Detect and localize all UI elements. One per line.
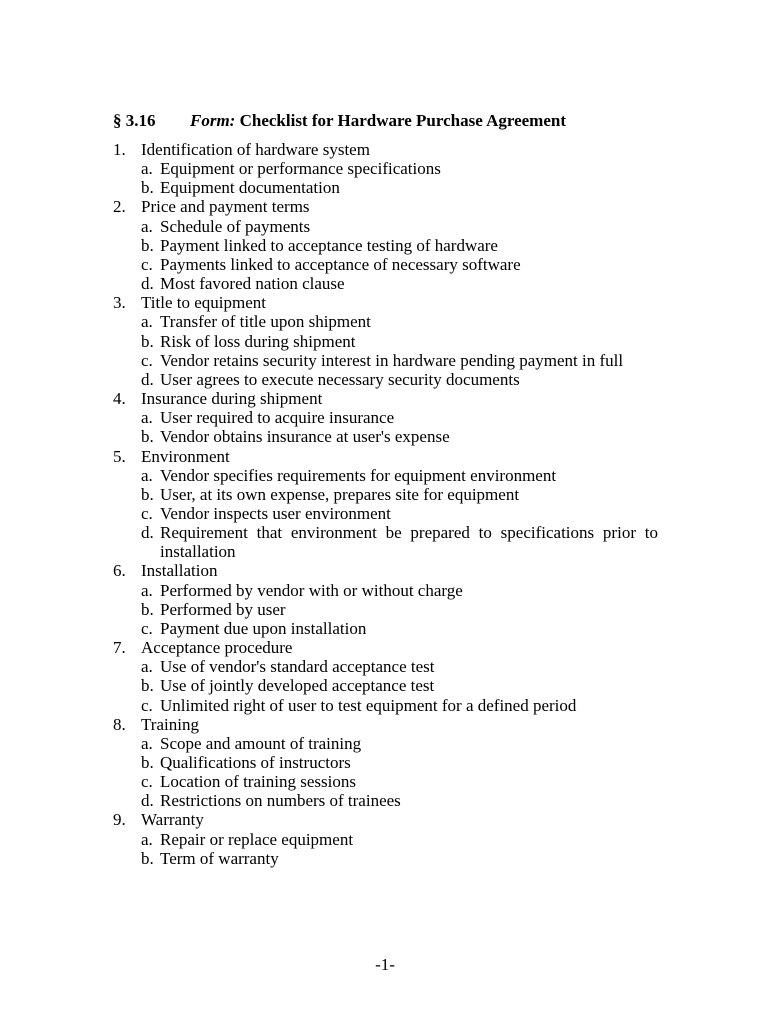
subitem — [113, 178, 658, 197]
subitem-list — [113, 159, 658, 197]
subitem-text: Performed by user — [160, 599, 286, 619]
checklist-item — [113, 293, 658, 389]
subitem-letter: b. — [141, 427, 154, 447]
item-number: 1. — [113, 140, 126, 159]
subitem-letter: b. — [141, 753, 154, 772]
item-text: Title to equipment — [141, 293, 266, 313]
item-number: 8. — [113, 714, 126, 734]
item-number: 9. — [113, 810, 126, 830]
subitem-text: Schedule of payments — [160, 216, 311, 236]
subitem-text: Payment linked to acceptance testing of hardware — [160, 235, 498, 255]
item-number: 3. — [113, 293, 126, 313]
subitem-text: Vendor obtains insurance at user's expense — [160, 427, 450, 447]
item-heading — [113, 293, 658, 312]
subitem-letter: a. — [141, 733, 153, 753]
subitem — [113, 523, 658, 561]
subitem-text: Scope and amount of training — [160, 733, 362, 753]
checklist — [113, 140, 658, 868]
subitem — [113, 370, 658, 389]
subitem-list — [113, 581, 658, 638]
subitem — [113, 466, 658, 485]
subitem-text: Location of training sessions — [160, 772, 356, 792]
subitem — [113, 332, 658, 351]
item-number: 6. — [113, 561, 126, 581]
item-heading — [113, 810, 658, 829]
item-heading — [113, 638, 658, 657]
item-heading — [113, 140, 658, 159]
subitem — [113, 581, 658, 600]
subitem-letter: c. — [141, 503, 153, 523]
subitem — [113, 676, 658, 695]
item-heading — [113, 715, 658, 734]
subitem-list — [113, 466, 658, 562]
item-heading — [113, 561, 658, 580]
subitem — [113, 485, 658, 504]
item-text: Acceptance procedure — [141, 638, 293, 658]
subitem-letter: b. — [141, 484, 154, 504]
subitem-text: Most favored nation clause — [160, 274, 345, 294]
item-heading — [113, 197, 658, 216]
subitem — [113, 849, 658, 868]
form-label: Form: — [190, 111, 236, 130]
subitem-letter: b. — [141, 848, 154, 868]
subitem-text: Risk of loss during shipment — [160, 331, 356, 351]
subitem-letter: b. — [141, 178, 154, 198]
subitem — [113, 312, 658, 331]
subitem-letter: c. — [141, 695, 153, 715]
subitem-text: Repair or replace equipment — [160, 829, 354, 849]
subitem-letter: c. — [141, 618, 153, 638]
section-number: § 3.16 — [113, 111, 156, 130]
subitem-letter: c. — [141, 254, 153, 274]
subitem-letter: c. — [141, 772, 153, 792]
subitem — [113, 255, 658, 274]
subitem — [113, 734, 658, 753]
subitem-letter: a. — [141, 657, 153, 677]
subitem-letter: b. — [141, 331, 154, 351]
subitem — [113, 351, 658, 370]
checklist-item — [113, 389, 658, 446]
subitem — [113, 830, 658, 849]
subitem-text: User agrees to execute necessary security documents — [160, 369, 520, 389]
page-title — [113, 111, 566, 131]
subitem-text: Transfer of title upon shipment — [160, 312, 371, 332]
item-text: Training — [141, 714, 199, 734]
subitem-list — [113, 408, 658, 446]
subitem-text: Performed by vendor with or without charge — [160, 580, 463, 600]
subitem — [113, 619, 658, 638]
subitem-text: Vendor specifies requirements for equipment environment — [160, 465, 557, 485]
item-number: 2. — [113, 197, 126, 217]
subitem-text: Vendor inspects user environment — [160, 503, 391, 523]
subitem-letter: a. — [141, 829, 153, 849]
subitem-text: Unlimited right of user to test equipment for a defined period — [160, 695, 577, 715]
subitem — [113, 753, 658, 772]
checklist-item — [113, 715, 658, 811]
subitem-list — [113, 734, 658, 811]
checklist-item — [113, 638, 658, 715]
subitem-text: Use of vendor's standard acceptance test — [160, 657, 435, 677]
subitem — [113, 791, 658, 810]
subitem-text: User required to acquire insurance — [160, 408, 395, 428]
title-text: Checklist for Hardware Purchase Agreement — [239, 111, 567, 130]
item-text: Environment — [141, 446, 230, 466]
subitem-letter: a. — [141, 312, 153, 332]
item-heading — [113, 447, 658, 466]
subitem — [113, 159, 658, 178]
subitem-letter: b. — [141, 599, 154, 619]
subitem-letter: d. — [141, 791, 154, 811]
page-number: -1- — [375, 955, 395, 974]
checklist-item — [113, 140, 658, 197]
subitem-letter: a. — [141, 159, 153, 179]
subitem-text: Equipment or performance specifications — [160, 159, 441, 179]
subitem-text: Term of warranty — [160, 848, 279, 868]
checklist-item — [113, 561, 658, 638]
subitem-text: Equipment documentation — [160, 178, 340, 198]
subitem-letter: a. — [141, 580, 153, 600]
item-text: Insurance during shipment — [141, 389, 323, 409]
checklist-item — [113, 810, 658, 867]
item-number: 5. — [113, 446, 126, 466]
subitem-letter: a. — [141, 465, 153, 485]
subitem-letter: b. — [141, 676, 154, 696]
subitem-text: Payment due upon installation — [160, 618, 367, 638]
item-number: 7. — [113, 638, 126, 658]
subitem-letter: d. — [141, 523, 154, 543]
item-text: Installation — [141, 561, 218, 581]
item-text: Identification of hardware system — [141, 140, 370, 159]
subitem-text: Payments linked to acceptance of necessary software — [160, 254, 521, 274]
subitem-text: Qualifications of instructors — [160, 753, 351, 772]
subitem-list — [113, 312, 658, 389]
subitem — [113, 274, 658, 293]
subitem — [113, 427, 658, 446]
subitem — [113, 696, 658, 715]
subitem-list — [113, 217, 658, 294]
item-number: 4. — [113, 389, 126, 409]
checklist-item — [113, 197, 658, 293]
subitem-letter: a. — [141, 408, 153, 428]
subitem — [113, 657, 658, 676]
item-text: Warranty — [141, 810, 204, 830]
subitem-text: Vendor retains security interest in hardware pending payment in full — [160, 350, 624, 370]
subitem-text: Requirement that environment be prepared to specifications prior to installation — [160, 523, 658, 562]
item-text: Price and payment terms — [141, 197, 310, 217]
subitem — [113, 772, 658, 791]
subitem — [113, 504, 658, 523]
subitem — [113, 600, 658, 619]
subitem — [113, 408, 658, 427]
subitem — [113, 236, 658, 255]
subitem — [113, 217, 658, 236]
subitem-letter: a. — [141, 216, 153, 236]
subitem-list — [113, 830, 658, 868]
subitem-letter: c. — [141, 350, 153, 370]
item-heading — [113, 389, 658, 408]
subitem-letter: b. — [141, 235, 154, 255]
checklist-item — [113, 447, 658, 562]
subitem-letter: d. — [141, 274, 154, 294]
subitem-text: Restrictions on numbers of trainees — [160, 791, 401, 811]
subitem-letter: d. — [141, 369, 154, 389]
subitem-text: User, at its own expense, prepares site for equipment — [160, 484, 520, 504]
subitem-text: Use of jointly developed acceptance test — [160, 676, 435, 696]
subitem-list — [113, 657, 658, 714]
